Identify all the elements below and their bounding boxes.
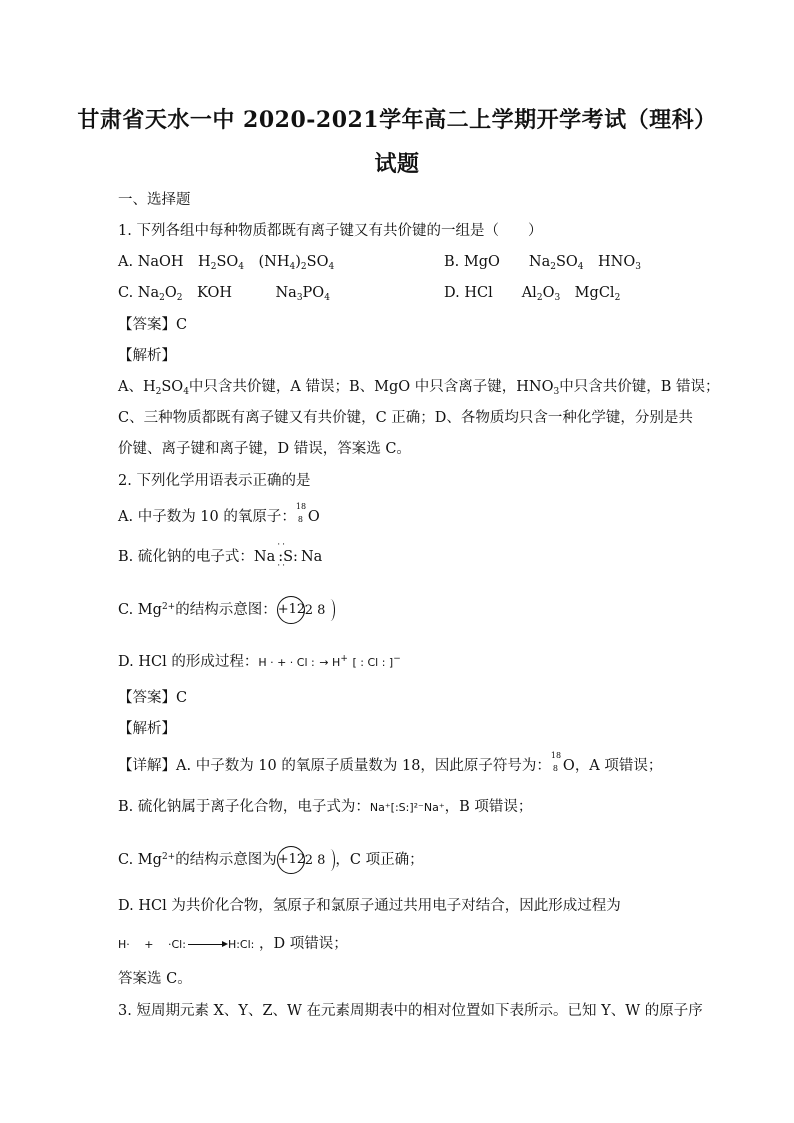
q2-answer: 【答案】C: [118, 690, 188, 706]
hcl-formation-process: H· + ·Cl: H:Cl: ，D 项错误；: [118, 936, 348, 952]
q1-explanation-line2: C、三种物质都既有离子键又有共价键，C 正确；D、各物质均只含一种化学键，分别是共: [118, 410, 693, 426]
section-heading: 一、选择题: [118, 192, 191, 208]
sulfur-electron-dot: ·· :S: ··: [277, 540, 298, 571]
q2-stem: 2. 下列化学用语表示正确的是: [118, 473, 311, 489]
q2-analysis-label: 【解析】: [118, 721, 176, 737]
q1-answer: 【答案】C: [118, 317, 188, 333]
q2-option-d: D. HCl 的形成过程：H · + · Cl : → H+ [ : Cl : ]−: [118, 654, 401, 670]
q2-detail-b: B. 硫化钠属于离子化合物，电子式为：Na⁺[:S:]²⁻Na⁺，B 项错误；: [118, 799, 533, 815]
oxygen-nuclide-symbol-2: 18 8: [550, 751, 562, 773]
q1-option-a: A. NaOH $H_2SO_4$ $(NH_4)_2SO_4$: [118, 254, 335, 272]
q2-option-c: C. $Mg^{2+}$的结构示意图：+122 8: [118, 596, 335, 624]
q1-option-b: B. MgO $Na_2SO_4$ $HNO_3$: [444, 254, 641, 272]
document-title: 甘肃省天水一中 2020-2021学年高二上学期开学考试（理科）: [77, 107, 717, 133]
q2-option-a: A. 中子数为 10 的氧原子： 18 8 O: [118, 502, 320, 525]
q3-stem: 3. 短周期元素 X、Y、Z、W 在元素周期表中的相对位置如下表所示。已知 Y、W 的原子序: [118, 1003, 703, 1019]
document-title-line2: 试题: [374, 151, 420, 177]
q2-detail-a: 【详解】A. 中子数为 10 的氧原子质量数为 18，因此原子符号为： 18 8 O，A 项错误；: [118, 751, 663, 774]
q2-option-b: B. 硫化钠的电子式：Na ·· :S: ·· Na: [118, 540, 323, 571]
q2-final-answer: 答案选 C。: [118, 971, 192, 987]
mg-nucleus-diagram-2: +12: [277, 846, 305, 874]
q1-stem: 1. 下列各组中每种物质都既有离子键又有共价键的一组是（ ）: [118, 223, 543, 239]
mg-nucleus-diagram: +12: [277, 596, 305, 624]
q1-option-d: D. HCl $Al_2O_3$ MgCl$_2$: [444, 285, 621, 303]
q2-detail-d: D. HCl 为共价化合物，氢原子和氯原子通过共用电子对结合，因此形成过程为: [118, 898, 621, 914]
q1-explanation-line3: 价键、离子键和离子键，D 错误，答案选 C。: [118, 441, 411, 457]
q2-detail-c: C. $Mg^{2+}$的结构示意图为+122 8 ，C 项正确；: [118, 846, 424, 874]
q1-explanation-line1: A、$H_2SO_4$中只含共价键，A 错误；B、MgO 中只含离子键，$HNO_3$中只含共价键，B 错误；: [118, 379, 720, 397]
oxygen-nuclide-symbol: 18 8: [295, 502, 307, 524]
sodium-sulfide-formula: Na⁺[:S:]²⁻Na⁺: [369, 801, 445, 814]
electron-shell-arc: [326, 599, 335, 621]
q1-analysis-label: 【解析】: [118, 348, 176, 364]
q1-option-c: C. $Na_2O_2$ KOH $Na_3PO_4$: [118, 285, 330, 303]
reaction-arrow-icon: [188, 944, 226, 945]
